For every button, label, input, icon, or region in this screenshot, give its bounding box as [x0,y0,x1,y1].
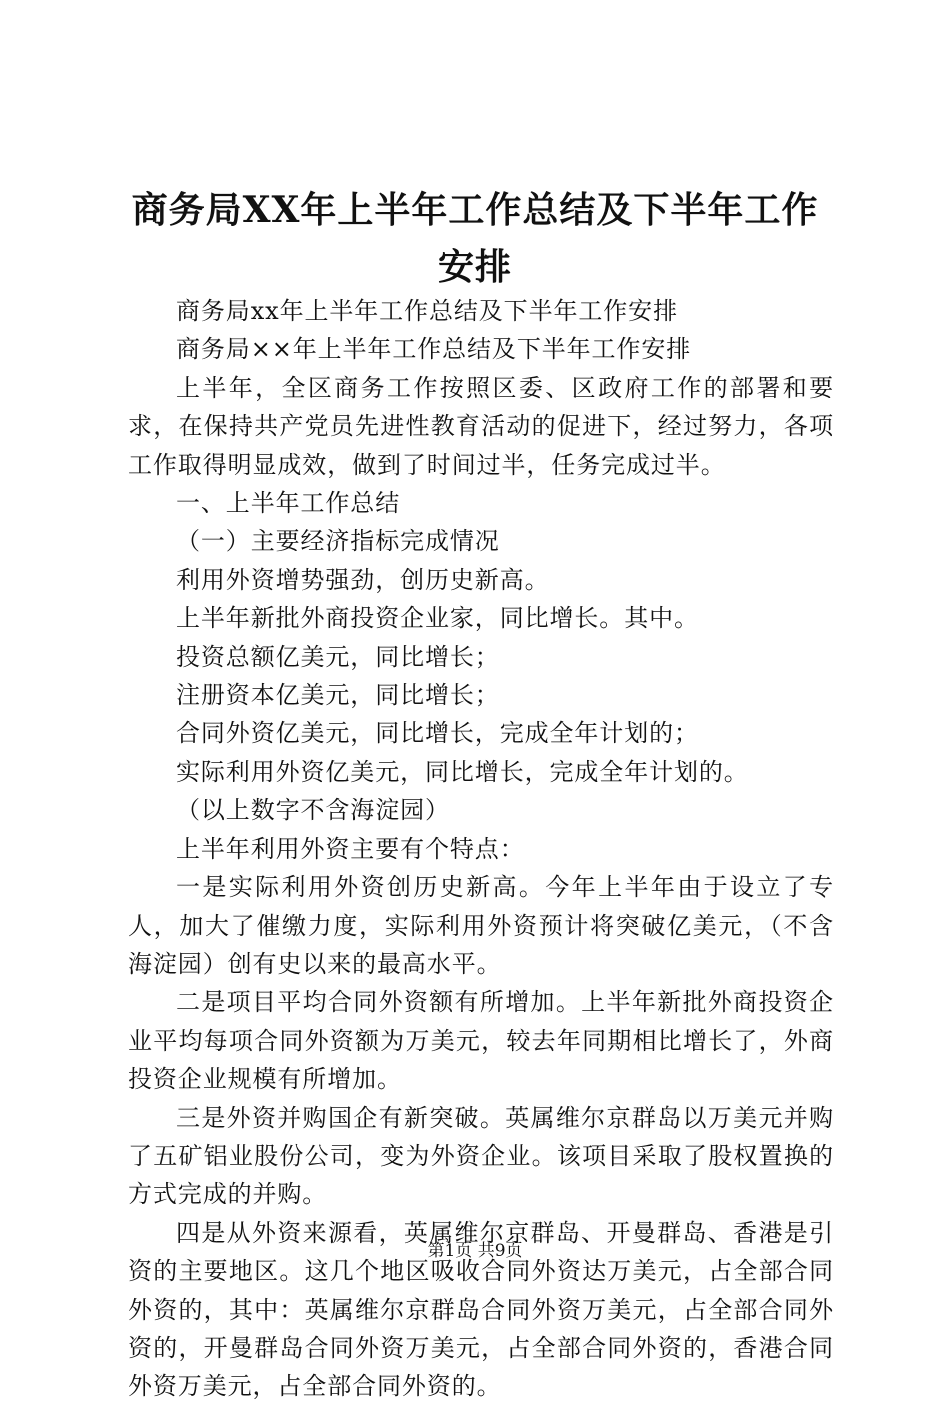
paragraph: 上半年利用外资主要有个特点： [176,834,525,863]
paragraph: 上半年新批外商投资企业家，同比增长。其中。 [176,604,699,633]
document-title: 商务局XX年上半年工作总结及下半年工作安排 [131,189,819,288]
paragraph: 三是外资并购国企有新突破。英属维尔京群岛以万美元并购了五矿铝业股份公司，变为外资企业。该项目采取了股权置换的方式完成的并购。 [128,1103,834,1209]
paragraph: 投资总额亿美元，同比增长； [176,642,500,671]
paragraph: 二是项目平均合同外资额有所增加。上半年新批外商投资企业平均每项合同外资额为万美元，较去年同期相比增长了，外商投资企业规模有所增加。 [128,988,834,1094]
paragraph: 合同外资亿美元，同比增长，完成全年计划的； [176,719,699,748]
paragraph: （以上数字不含海淀园） [176,796,450,825]
paragraph: 实际利用外资亿美元，同比增长，完成全年计划的。 [176,757,749,786]
paragraph: 上半年，全区商务工作按照区委、区政府工作的部署和要求，在保持共产党员先进性教育活动的促进下，经过努力，各项工作取得明显成效，做到了时间过半，任务完成过半。 [128,373,834,479]
paragraph: 商务局xx年上半年工作总结及下半年工作安排 [176,297,678,325]
page-footer: 第1页 共9页 [427,1241,523,1261]
subsection-heading: （一）主要经济指标完成情况 [176,527,500,556]
paragraph: 注册资本亿美元，同比增长； [176,681,500,710]
paragraph: 商务局××年上半年工作总结及下半年工作安排 [176,335,692,364]
paragraph: 四是从外资来源看，英属维尔京群岛、开曼群岛、香港是引资的主要地区。这几个地区吸收合同外资达万美元，占全部合同外资的，其中：英属维尔京群岛合同外资万美元，占全部合同外资的，开曼群岛合同外资万美元，占全部合同外资的，香港合同外资万美元，占全部合同外资的。 [128,1218,834,1401]
paragraph: 利用外资增势强劲，创历史新高。 [176,565,550,594]
section-heading: 一、上半年工作总结 [176,489,401,518]
paragraph: 一是实际利用外资创历史新高。今年上半年由于设立了专人，加大了催缴力度，实际利用外资预计将突破亿美元，（不含海淀园）创有史以来的最高水平。 [128,873,834,978]
